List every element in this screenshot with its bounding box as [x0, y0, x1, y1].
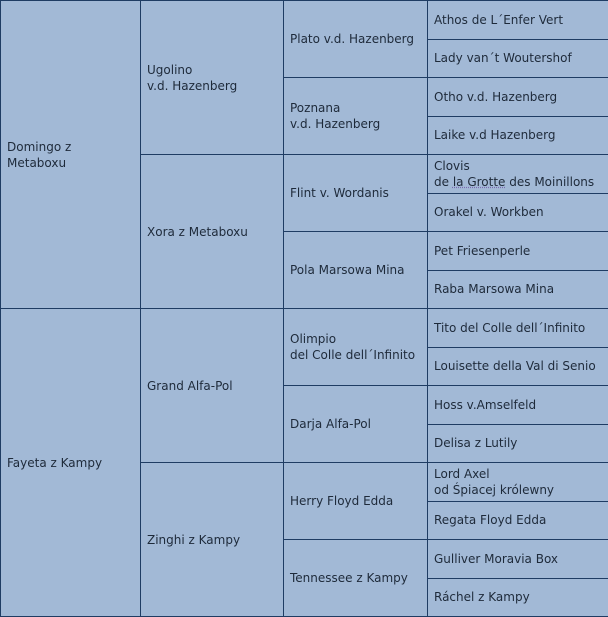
sire-sire-name-line2: v.d. Hazenberg — [147, 78, 277, 94]
ggp-name-15: Gulliver Moravia Box — [434, 552, 558, 566]
ggp-cell-9 — [428, 309, 608, 348]
ggp-name-3: Otho v.d. Hazenberg — [434, 90, 557, 104]
ggp-cell-10 — [428, 347, 608, 386]
sd-dam-cell — [284, 232, 428, 309]
ss-dam-name-line2: v.d. Hazenberg — [290, 116, 421, 132]
ggp-name-8: Raba Marsowa Mina — [434, 282, 554, 296]
ggp-cell-13 — [428, 463, 608, 502]
sire-sire-name-line1: Ugolino — [147, 62, 277, 78]
ggp-name-4: Laike v.d Hazenberg — [434, 128, 556, 142]
ggp-cell-8 — [428, 270, 608, 309]
ds-dam-cell — [284, 386, 428, 463]
ggp-cell-14 — [428, 501, 608, 540]
ggp-cell-7 — [428, 232, 608, 271]
ggp-name-13-line2: od Śpiacej królewny — [434, 482, 602, 498]
sire-name: Domingo z Metaboxu — [7, 140, 71, 170]
ggp-cell-16 — [428, 578, 608, 617]
dam-sire-cell — [141, 309, 284, 463]
ggp-cell-11 — [428, 386, 608, 425]
sire-dam-cell — [141, 155, 284, 309]
dam-name: Fayeta z Kampy — [7, 456, 102, 470]
sire-sire-cell — [141, 1, 284, 155]
sd-sire-cell — [284, 155, 428, 232]
ss-sire-name: Plato v.d. Hazenberg — [290, 32, 414, 46]
ggp-cell-12 — [428, 424, 608, 463]
ggp-name-5-pre: de — [434, 175, 453, 189]
ggp-name-5-post: des Moinillons — [505, 175, 594, 189]
ggp-cell-6 — [428, 193, 608, 232]
dd-dam-cell — [284, 540, 428, 617]
ggp-name-9: Tito del Colle dell´Infinito — [434, 321, 585, 335]
dam-cell — [1, 309, 141, 617]
ggp-cell-1 — [428, 1, 608, 40]
ggp-name-10: Louisette della Val di Senio — [434, 359, 596, 373]
ggp-cell-4 — [428, 116, 608, 155]
ggp-name-16: Ráchel z Kampy — [434, 590, 530, 604]
ds-dam-name: Darja Alfa-Pol — [290, 417, 371, 431]
dam-dam-name: Zinghi z Kampy — [147, 533, 240, 547]
ggp-cell-5 — [428, 155, 608, 194]
ggp-name-11: Hoss v.Amselfeld — [434, 398, 536, 412]
sire-dam-name: Xora z Metaboxu — [147, 225, 248, 239]
sd-dam-name: Pola Marsowa Mina — [290, 263, 405, 277]
ds-sire-name-line2: del Colle dell´Infinito — [290, 347, 421, 363]
dd-dam-name: Tennessee z Kampy — [290, 571, 408, 585]
ggp-name-6: Orakel v. Workben — [434, 205, 544, 219]
ggp-cell-3 — [428, 78, 608, 117]
ggp-name-5-link[interactable]: la Grotte — [453, 175, 506, 189]
ggp-name-14: Regata Floyd Edda — [434, 513, 546, 527]
ggp-name-5-line1: Clovis — [434, 158, 602, 174]
dd-sire-cell — [284, 463, 428, 540]
ggp-name-12: Delisa z Lutily — [434, 436, 517, 450]
ss-sire-cell — [284, 1, 428, 78]
ds-sire-name-line1: Olimpio — [290, 331, 421, 347]
dam-dam-cell — [141, 463, 284, 617]
ss-dam-name-line1: Poznana — [290, 100, 421, 116]
ggp-name-5-line2 — [434, 174, 602, 190]
sire-cell — [1, 1, 141, 309]
ds-sire-cell — [284, 309, 428, 386]
ggp-name-1: Athos de L´Enfer Vert — [434, 13, 563, 27]
ss-dam-cell — [284, 78, 428, 155]
ggp-name-7: Pet Friesenperle — [434, 244, 530, 258]
dd-sire-name: Herry Floyd Edda — [290, 494, 393, 508]
sd-sire-name: Flint v. Wordanis — [290, 186, 389, 200]
ggp-cell-15 — [428, 540, 608, 579]
ggp-cell-2 — [428, 39, 608, 78]
dam-sire-name: Grand Alfa-Pol — [147, 379, 233, 393]
ggp-name-13-line1: Lord Axel — [434, 466, 602, 482]
ggp-name-2: Lady van´t Woutershof — [434, 51, 572, 65]
